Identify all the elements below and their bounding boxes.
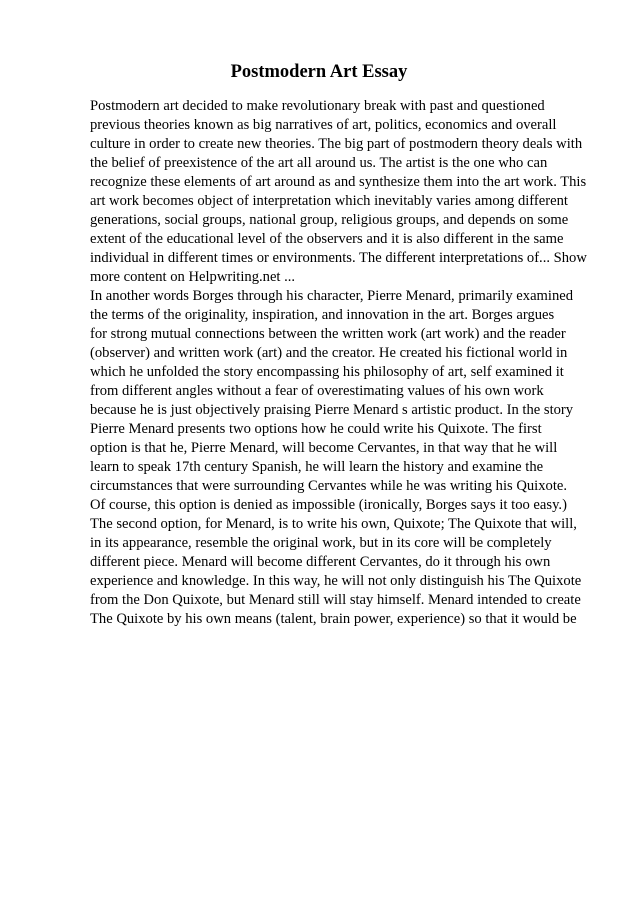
text-line: previous theories known as big narratives of art, politics, economics and overall bbox=[90, 117, 557, 133]
text-line: The second option, for Menard, is to write his own, Quixote; The Quixote that will, bbox=[90, 516, 577, 532]
text-line: option is that he, Pierre Menard, will become Cervantes, in that way that he will bbox=[90, 440, 558, 456]
text-line: from different angles without a fear of overestimating values of his own work bbox=[90, 383, 544, 399]
text-line: from the Don Quixote, but Menard still will stay himself. Menard intended to create bbox=[90, 592, 581, 608]
text-line: individual in different times or environments. The different interpretations of... Show bbox=[90, 250, 587, 266]
text-line: Postmodern art decided to make revolutionary break with past and questioned bbox=[90, 98, 545, 114]
text-line: the belief of preexistence of the art all around us. The artist is the one who can bbox=[90, 155, 548, 171]
text-line: extent of the educational level of the observers and it is also different in the same bbox=[90, 231, 564, 247]
text-line: because he is just objectively praising Pierre Menard s artistic product. In the story bbox=[90, 402, 574, 418]
text-line: more content on Helpwriting.net ... bbox=[90, 269, 296, 285]
text-line: Pierre Menard presents two options how he could write his Quixote. The first bbox=[90, 421, 542, 437]
text-line: art work becomes object of interpretation which inevitably varies among different bbox=[90, 193, 568, 209]
page-title: Postmodern Art Essay bbox=[230, 62, 408, 82]
text-line: for strong mutual connections between the written work (art work) and the reader bbox=[90, 326, 566, 342]
text-line: circumstances that were surrounding Cervantes while he was writing his Quixote. bbox=[90, 478, 568, 494]
text-line: learn to speak 17th century Spanish, he will learn the history and examine the bbox=[90, 459, 544, 475]
essay-body bbox=[90, 97, 590, 629]
text-line: the terms of the originality, inspiration, and innovation in the art. Borges argues bbox=[90, 307, 555, 323]
text-line: experience and knowledge. In this way, he will not only distinguish his The Quixote bbox=[90, 573, 582, 589]
text-line: generations, social groups, national group, religious groups, and depends on some bbox=[90, 212, 569, 228]
text-line: different piece. Menard will become different Cervantes, do it through his own bbox=[90, 554, 551, 570]
text-line: (observer) and written work (art) and the creator. He created his fictional world in bbox=[90, 345, 568, 361]
text-line: In another words Borges through his character, Pierre Menard, primarily examined bbox=[90, 288, 574, 304]
text-line: in its appearance, resemble the original work, but in its core will be completely bbox=[90, 535, 552, 551]
text-line: which he unfolded the story encompassing his philosophy of art, self examined it bbox=[90, 364, 564, 380]
text-line: Of course, this option is denied as impossible (ironically, Borges says it too easy.) bbox=[90, 497, 567, 513]
text-line: The Quixote by his own means (talent, brain power, experience) so that it would be bbox=[90, 611, 577, 627]
text-line: recognize these elements of art around as and synthesize them into the art work. This bbox=[90, 174, 587, 190]
text-line: culture in order to create new theories. The big part of postmodern theory deals with bbox=[90, 136, 583, 152]
